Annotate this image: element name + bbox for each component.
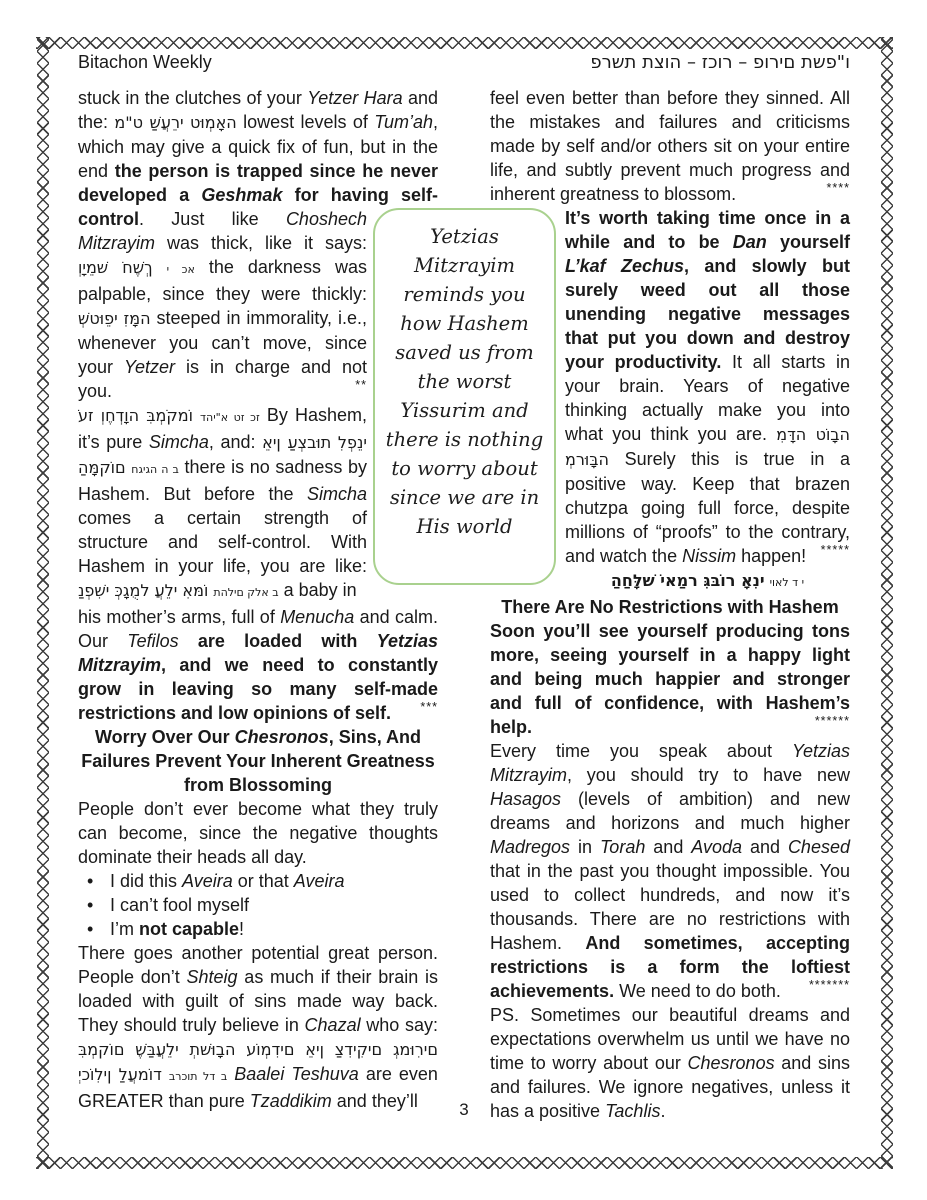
text-run: We need to do both. xyxy=(614,981,781,1001)
page-number: 3 xyxy=(459,1100,469,1119)
text-run xyxy=(153,257,167,277)
full-width-section xyxy=(78,605,438,1113)
bullet-icon: • xyxy=(87,871,94,891)
hebrew-text: עֹז וְחֶדְוָה בִּמְקֹמוֹ xyxy=(78,406,193,425)
text-run: Chazal xyxy=(304,1015,361,1035)
page-header xyxy=(78,52,850,73)
text-run: , Sins, And Failures Prevent Your Inherent Greatness from Blossoming xyxy=(81,727,435,795)
text-run: a baby in xyxy=(278,580,357,600)
text-run: Menucha xyxy=(280,607,355,627)
text-wrap-section xyxy=(78,207,367,605)
text-run: is in charge and not you. xyxy=(78,357,367,401)
text-run: Chesed xyxy=(787,837,850,857)
decorative-border-bottom xyxy=(36,1157,893,1169)
text-run: . Just like xyxy=(139,209,286,229)
text-run: control xyxy=(78,209,139,229)
text-run: Dan xyxy=(732,232,767,252)
text-run: Yetzias Mitzrayim xyxy=(490,741,850,785)
paragraph xyxy=(565,568,850,595)
text-run: and xyxy=(645,837,692,857)
hebrew-text: מ"ט שַׁעֲרֵי טוּמְאָה xyxy=(114,113,237,132)
text-run: Simcha xyxy=(148,432,209,452)
paragraph xyxy=(78,797,438,869)
decorative-border-top xyxy=(36,37,893,49)
text-run: Torah xyxy=(599,837,646,857)
paragraph xyxy=(78,207,367,403)
text-run: happen! xyxy=(736,546,807,566)
paragraph xyxy=(490,619,850,739)
text-run: There goes another potential great person. People don’t xyxy=(78,943,438,987)
text-run: Madregos xyxy=(490,837,571,857)
text-run: There Are No Restrictions with Hashem xyxy=(501,597,839,617)
paragraph xyxy=(78,403,367,605)
paragraph xyxy=(78,605,438,725)
hebrew-text: נַפְשִׁי כְּגָמֻל עֲלֵי אִמּוֹ xyxy=(78,581,209,600)
text-run: , and we need to constantly grow in leaving so many self-made restrictions and low opinions of self. xyxy=(78,655,438,723)
text-run: People don’t ever become what they truly can become, since the negative thoughts dominate their heads all day. xyxy=(78,799,438,867)
text-run: . xyxy=(660,1101,666,1121)
text-run: PS. Sometimes our beautiful dreams and expectations overwhelm us until we have no time to worry about our xyxy=(490,1005,850,1073)
text-run: Tachlis xyxy=(605,1101,661,1121)
footnote-marker: *** xyxy=(420,700,438,714)
text-run: Aveira xyxy=(182,871,233,891)
text-run: Nissim xyxy=(682,546,737,566)
text-run xyxy=(179,631,198,651)
text-run: And sometimes, accepting restrictions is a form the loftiest achievements. xyxy=(490,933,851,1001)
hebrew-text: דהי"א טז כז xyxy=(200,411,260,424)
text-run: , which may give a quick fix of fun, but in the end xyxy=(78,112,438,181)
paragraph xyxy=(565,206,850,568)
text-run: there is no sadness by Hashem. But before the xyxy=(78,457,367,504)
footnote-marker: ****** xyxy=(814,714,850,728)
text-run: and sins and failures. We ignore negatives, unless it has a positive xyxy=(490,1053,850,1121)
text-run: are loaded with xyxy=(197,631,377,651)
text-run: Every time you speak about xyxy=(490,741,792,761)
callout-box xyxy=(373,208,556,585)
text-run: the person is trapped since he never developed a xyxy=(78,161,438,205)
text-run: L’kaf Zechus xyxy=(565,256,685,276)
text-run: that in the past you thought impossible. You used to collect hundreds, and now it’s thousands. There are no restrictions with Hashem. xyxy=(490,861,850,953)
text-run: Surely this is true in a positive way. Keep that brazen chutzpa going full force, despite millions of “proofs” to the contrary, and watch the xyxy=(565,449,850,566)
text-run: Avoda xyxy=(691,837,742,857)
footnote-marker: ******* xyxy=(808,978,850,992)
hebrew-text: י כא xyxy=(166,263,195,276)
hebrew-text: אֵין עַצְבוּת לִפְנֵי הַמָּקוֹם xyxy=(78,433,367,477)
bullet-icon: • xyxy=(87,895,94,915)
text-run: Tum’ah xyxy=(374,112,433,132)
paragraph xyxy=(490,86,850,206)
text-run: It all starts in your brain. Years of negative thinking actually make you into what you think you are. xyxy=(565,352,850,444)
section-heading xyxy=(490,595,850,619)
text-run: the darkness was palpable, since they were thickly: xyxy=(78,257,367,304)
paragraph xyxy=(78,86,438,207)
bullet-item xyxy=(78,893,438,917)
text-run: Simcha xyxy=(306,484,367,504)
text-run: Chesronos xyxy=(234,727,329,747)
text-run: was thick, like it says: xyxy=(155,233,367,253)
bullet-text xyxy=(110,917,438,941)
footnote-marker: ** xyxy=(355,378,367,392)
paragraph xyxy=(78,941,438,1113)
text-run xyxy=(193,405,200,425)
text-run: Chesronos xyxy=(687,1053,775,1073)
text-run: ! xyxy=(239,919,245,939)
hebrew-text: מִדָּה טוֹבָה מְרוּבָּה xyxy=(565,425,850,469)
text-run: I can’t fool myself xyxy=(110,895,250,915)
bullet-list xyxy=(78,869,438,941)
text-run: and they’ll xyxy=(331,1091,418,1111)
decorative-border-left xyxy=(37,37,49,1169)
text-run: It’s worth taking time once in a while and to be xyxy=(565,208,850,252)
text-run: I did this xyxy=(110,871,183,891)
hebrew-text: תהלים קלא ב xyxy=(213,586,279,599)
text-wrap-section xyxy=(565,206,850,595)
decorative-border-right xyxy=(881,37,893,1169)
text-run: lowest levels of xyxy=(236,112,375,132)
text-run: , you should try to have new xyxy=(567,765,850,785)
text-run: in xyxy=(570,837,600,857)
bullet-item xyxy=(78,917,438,941)
text-run: Yetzias Mitzrayim xyxy=(78,631,438,675)
text-run: are even GREATER than pure xyxy=(78,1064,438,1111)
hebrew-text: הַחַלָּשׁ יֹאמַר גִּבּוֹר אָנִי xyxy=(610,571,765,590)
text-run: Shteig xyxy=(186,967,238,987)
text-run: Choshech Mitzrayim xyxy=(78,209,367,253)
text-run: Tefilos xyxy=(127,631,179,651)
full-width-section xyxy=(78,86,438,207)
hebrew-text: וְיָמֵשׁ חֹשֶׁךְ xyxy=(78,258,153,277)
text-run: By Hashem, it’s pure xyxy=(78,405,367,452)
footnote-marker: **** xyxy=(826,181,850,195)
parsha-edition: פרשת תצוה – זכור – פורים תשפ"ו xyxy=(590,52,850,73)
text-run: Hasagos xyxy=(490,789,562,809)
footnote-marker: ***** xyxy=(820,543,850,557)
text-run: yourself xyxy=(766,232,850,252)
bullet-item xyxy=(78,869,438,893)
text-run: Yetzer xyxy=(124,357,176,377)
text-run: Soon you’ll see yourself producing tons more, seeing yourself in a happy light and being much happier and stronger and full of confidence, with Hashem’s help. xyxy=(490,621,850,737)
text-run: Tzaddikim xyxy=(249,1091,332,1111)
text-run: or that xyxy=(232,871,294,891)
text-run: (levels of ambition) and new dreams and horizons and much higher xyxy=(490,789,850,833)
text-run: as much if their brain is loaded with guilt of sins made way back. They should truly believe in xyxy=(78,967,438,1035)
text-run: Yetzer Hara xyxy=(307,88,403,108)
bullet-text xyxy=(110,869,438,893)
text-run: not capable xyxy=(139,919,240,939)
newsletter-title: Bitachon Weekly xyxy=(78,52,212,72)
text-run: who say: xyxy=(360,1015,438,1035)
hebrew-text: חגיגה ה ב xyxy=(131,463,179,476)
text-run: , and: xyxy=(208,432,263,452)
text-run: Geshmak xyxy=(201,185,283,205)
full-width-section xyxy=(490,595,850,1123)
full-width-section xyxy=(490,86,850,206)
text-run: I’m xyxy=(110,919,139,939)
text-run: and calm. Our xyxy=(78,607,438,651)
hebrew-text: שְׁטוּפֵי זִמָּה xyxy=(78,309,151,328)
text-run: for having self- xyxy=(282,185,439,205)
section-heading xyxy=(78,725,438,797)
paragraph xyxy=(490,739,850,1003)
bullet-icon: • xyxy=(87,919,94,939)
hebrew-text: ברכות לד ב xyxy=(168,1070,228,1083)
text-run: Baalei Teshuva xyxy=(234,1064,359,1084)
text-run: Worry Over Our xyxy=(94,727,235,747)
text-run: stuck in the clutches of your xyxy=(78,88,308,108)
text-run xyxy=(162,1064,169,1084)
text-run: Aveira xyxy=(293,871,345,891)
text-run: feel even better than before they sinned. All the mistakes and failures and criticisms made by self and/or others sit on your entire life, and subtly prevent much progress and inherent greatness to blossom. xyxy=(490,88,850,204)
text-run: comes a certain strength of structure and self-control. With Hashem in your life, you are like: xyxy=(78,508,367,576)
text-run: his mother’s arms, full of xyxy=(78,607,281,627)
bullet-text xyxy=(110,893,438,917)
hebrew-text: בִּמְקוֹם שֶׁבַּעֲלֵי תְשׁוּבָה עוֹמְדִים אֵין צַדִיקִים גְמוּרִים יְכוֹלִין לַעֲמוֹד xyxy=(78,1040,438,1084)
callout-text: Yetzias Mitzrayim reminds you how Hashem saved us from the worst Yissurim and there is nothing to worry about since we are in His world xyxy=(385,225,544,538)
text-run: and xyxy=(742,837,788,857)
hebrew-text: יואל ד י xyxy=(769,576,805,589)
text-run: , and slowly but surely weed out all those unending negative messages that put you down and destroy your productivity. xyxy=(565,256,850,372)
text-run: and the: xyxy=(78,88,439,132)
text-run: steeped in immorality, i.e., whenever you can’t move, since your xyxy=(78,308,368,377)
